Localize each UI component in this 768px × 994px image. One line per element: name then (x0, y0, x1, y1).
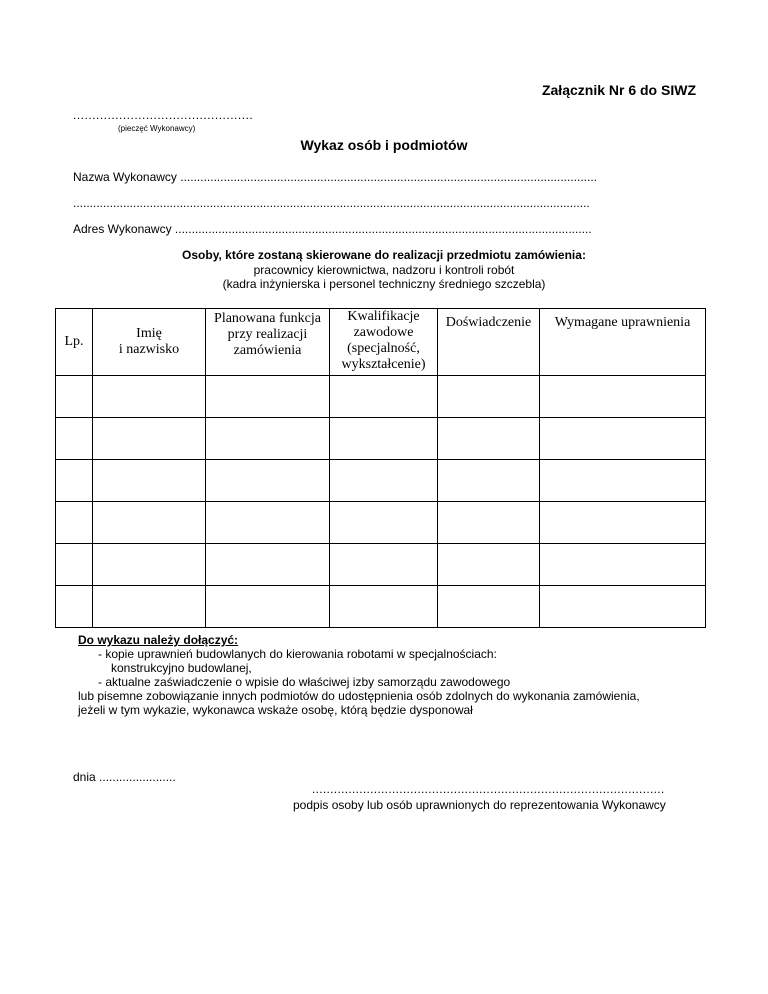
table-cell[interactable] (93, 376, 206, 418)
table-cell[interactable] (56, 544, 93, 586)
header-permissions: Wymagane uprawnienia (540, 309, 706, 376)
table-cell[interactable] (438, 418, 540, 460)
contractor-name-field: Nazwa Wykonawcy ............................................................................................................................. (73, 170, 598, 184)
table-cell[interactable] (438, 586, 540, 628)
notes-heading: Do wykazu należy dołączyć: (78, 633, 239, 647)
signature-label: podpis osoby lub osób uprawnionych do reprezentowania Wykonawcy (293, 798, 666, 812)
table-cell[interactable] (330, 418, 438, 460)
table-cell[interactable] (540, 544, 706, 586)
notes-item: - aktualne zaświadczenie o wpisie do właściwej izby samorządu zawodowego (98, 675, 511, 689)
table-cell[interactable] (330, 544, 438, 586)
table-cell[interactable] (93, 502, 206, 544)
table-cell[interactable] (93, 460, 206, 502)
table-cell[interactable] (540, 376, 706, 418)
date-field: dnia ....................... (73, 770, 176, 784)
attachments-notes (78, 633, 640, 717)
table-cell[interactable] (206, 376, 330, 418)
table-cell[interactable] (56, 586, 93, 628)
table-cell[interactable] (93, 544, 206, 586)
table-cell[interactable] (56, 418, 93, 460)
table-cell[interactable] (206, 460, 330, 502)
header-lp: Lp. (56, 309, 93, 376)
staff-table (55, 308, 706, 628)
table-row (56, 376, 706, 418)
table-cell[interactable] (438, 460, 540, 502)
table-cell[interactable] (540, 418, 706, 460)
table-cell[interactable] (540, 502, 706, 544)
table-cell[interactable] (56, 376, 93, 418)
table-cell[interactable] (206, 586, 330, 628)
table-row (56, 418, 706, 460)
table-cell[interactable] (438, 544, 540, 586)
notes-item: - kopie uprawnień budowlanych do kierowania robotami w specjalnościach: (98, 647, 497, 661)
table-body (56, 376, 706, 628)
section-subheading-2: (kadra inżynierska i personel techniczny średniego szczebla) (222, 277, 546, 291)
signature-line: ................................................................................................. (312, 782, 665, 796)
table-cell[interactable] (540, 586, 706, 628)
table-cell[interactable] (438, 376, 540, 418)
table-cell[interactable] (206, 418, 330, 460)
notes-item: jeżeli w tym wykazie, wykonawca wskaże osobę, którą będzie dysponował (78, 703, 473, 717)
table-cell[interactable] (93, 586, 206, 628)
table-row (56, 544, 706, 586)
table-cell[interactable] (56, 460, 93, 502)
contractor-address-field: Adres Wykonawcy ............................................................................................................................. (73, 222, 592, 236)
stamp-label: (pieczęć Wykonawcy) (118, 124, 196, 133)
table-row (56, 460, 706, 502)
table-cell[interactable] (438, 502, 540, 544)
attachment-number: Załącznik Nr 6 do SIWZ (541, 82, 696, 98)
table-row (56, 502, 706, 544)
stamp-placeholder-line: ............................................... (73, 108, 254, 122)
table-cell[interactable] (330, 460, 438, 502)
table-cell[interactable] (330, 376, 438, 418)
table-cell[interactable] (93, 418, 206, 460)
table-cell[interactable] (56, 502, 93, 544)
table-cell[interactable] (206, 544, 330, 586)
table-header-row (56, 309, 706, 376)
section-subheading-1: pracownicy kierownictwa, nadzoru i kontroli robót (253, 263, 515, 277)
table-cell[interactable] (206, 502, 330, 544)
notes-item: lub pisemne zobowiązanie innych podmiotów do udostępnienia osób zdolnych do wykonania zamówienia, (78, 689, 640, 703)
header-name: Imię i nazwisko (93, 309, 206, 376)
table-cell[interactable] (540, 460, 706, 502)
table-row (56, 586, 706, 628)
table-cell[interactable] (330, 586, 438, 628)
notes-item: konstrukcyjno budowlanej, (111, 661, 252, 675)
table-cell[interactable] (330, 502, 438, 544)
contractor-name-continuation: ........................................................................................................................................................... (73, 196, 590, 210)
header-experience: Doświadczenie (438, 309, 540, 376)
header-qualifications: Kwalifikacje zawodowe (specjalność, wykształcenie) (330, 309, 438, 376)
section-heading: Osoby, które zostaną skierowane do realizacji przedmiotu zamówienia: (182, 248, 586, 262)
document-title: Wykaz osób i podmiotów (300, 137, 468, 153)
header-function: Planowana funkcja przy realizacji zamówienia (206, 309, 330, 376)
